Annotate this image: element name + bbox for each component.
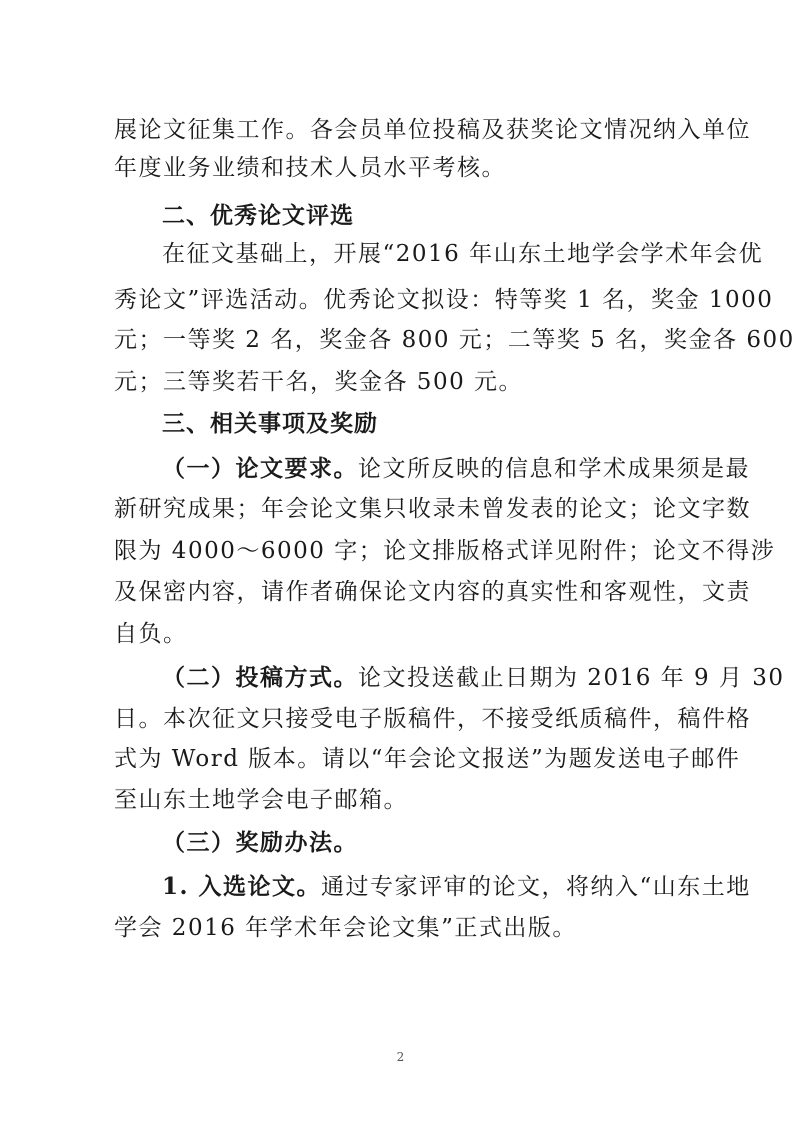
paragraph-first-line: （一）论文要求。论文所反映的信息和学术成果须是最 [162, 455, 750, 482]
paragraph-line: 元；三等奖若干名，奖金各 500 元。 [114, 369, 524, 395]
paragraph-line: 式为 Word 版本。请以“年会论文报送”为题发送电子邮件 [114, 746, 741, 772]
paragraph-line: 新研究成果；年会论文集只收录未曾发表的论文；论文字数 [114, 496, 751, 522]
paragraph-lead-in: 1. 入选论文。 [162, 873, 322, 900]
paragraph-line: 日。本次征文只接受电子版稿件，不接受纸质稿件，稿件格 [114, 706, 751, 732]
paragraph-line: 自负。 [114, 621, 188, 647]
paragraph-lead-in: （一）论文要求。 [162, 455, 358, 482]
paragraph-first-line: （二）投稿方式。论文投送截止日期为 2016 年 9 月 30 [162, 664, 785, 691]
paragraph-line: 及保密内容，请作者确保论文内容的真实性和客观性，文责 [114, 579, 751, 605]
page-number: 2 [396, 1050, 405, 1064]
paragraph-line: 年度业务业绩和技术人员水平考核。 [114, 155, 506, 181]
paragraph-first-line: 1. 入选论文。通过专家评审的论文，将纳入“山东土地 [162, 873, 751, 900]
section-heading: 二、优秀论文评选 [162, 203, 354, 229]
paragraph-line: 元；一等奖 2 名，奖金各 800 元；二等奖 5 名，奖金各 600 [114, 327, 795, 353]
paragraph-lead-in: （二）投稿方式。 [162, 664, 358, 691]
paragraph-line: 限为 4000～6000 字；论文排版格式详见附件；论文不得涉 [114, 538, 776, 564]
paragraph-line: 秀论文”评选活动。优秀论文拟设：特等奖 1 名，奖金 1000 [114, 287, 774, 313]
paragraph-line: 学会 2016 年学术年会论文集”正式出版。 [114, 915, 577, 941]
section-heading: 三、相关事项及奖励 [162, 411, 378, 437]
subsection-heading: （三）奖励办法。 [162, 829, 358, 856]
paragraph-line: 在征文基础上，开展“2016 年山东土地学会学术年会优 [162, 241, 764, 267]
paragraph-line: 至山东土地学会电子邮箱。 [114, 787, 408, 813]
paragraph-line: 展论文征集工作。各会员单位投稿及获奖论文情况纳入单位 [114, 117, 751, 143]
